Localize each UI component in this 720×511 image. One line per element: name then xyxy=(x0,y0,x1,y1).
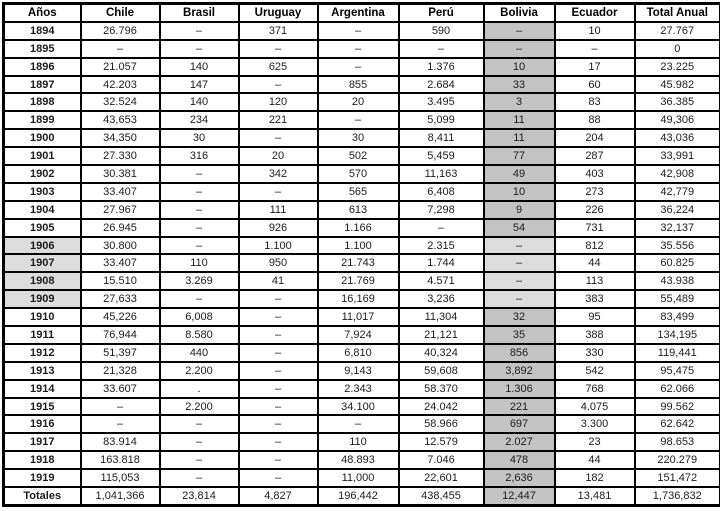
data-cell-per-: – xyxy=(399,219,484,237)
table-row xyxy=(4,183,720,201)
data-cell-brasil: 6,008 xyxy=(160,308,239,326)
data-cell-bolivia: 3,892 xyxy=(484,362,555,380)
data-cell-chile: 163.818 xyxy=(81,451,160,469)
data-cell-ecuador: 23 xyxy=(555,433,635,451)
data-cell-total-anual: 49,306 xyxy=(635,111,720,129)
data-cell-ecuador: 4.075 xyxy=(555,398,635,416)
year-cell: 1901 xyxy=(4,147,81,165)
data-cell-argentina: 11,017 xyxy=(318,308,399,326)
data-cell-chile: – xyxy=(81,415,160,433)
data-cell-chile: 21.057 xyxy=(81,58,160,76)
data-cell-argentina: 16,169 xyxy=(318,290,399,308)
data-cell-per-: 3,236 xyxy=(399,290,484,308)
year-cell: 1917 xyxy=(4,433,81,451)
year-cell: 1904 xyxy=(4,201,81,219)
data-cell-ecuador: 83 xyxy=(555,93,635,111)
table-header xyxy=(4,4,720,22)
data-cell-ecuador: 768 xyxy=(555,380,635,398)
data-cell-bolivia: – xyxy=(484,254,555,272)
data-cell-bolivia: 856 xyxy=(484,344,555,362)
data-cell-bolivia: 54 xyxy=(484,219,555,237)
data-cell-argentina: 7,924 xyxy=(318,326,399,344)
header-cell-brasil: Brasil xyxy=(160,4,239,22)
data-cell-chile: – xyxy=(81,398,160,416)
data-cell-bolivia: 11 xyxy=(484,111,555,129)
emigration-by-country-table xyxy=(2,2,720,507)
data-cell-chile: 43,653 xyxy=(81,111,160,129)
table-row xyxy=(4,451,720,469)
data-cell-uruguay: – xyxy=(239,380,318,398)
year-cell: 1910 xyxy=(4,308,81,326)
data-cell-argentina: 565 xyxy=(318,183,399,201)
data-cell-ecuador: 204 xyxy=(555,129,635,147)
data-cell-uruguay: 221 xyxy=(239,111,318,129)
year-cell: 1918 xyxy=(4,451,81,469)
data-cell-argentina: – xyxy=(318,111,399,129)
data-cell-per-: 11,304 xyxy=(399,308,484,326)
data-cell-chile: 30.800 xyxy=(81,237,160,255)
data-cell-chile: 27,633 xyxy=(81,290,160,308)
year-cell: 1898 xyxy=(4,93,81,111)
data-cell-total-anual: 43.938 xyxy=(635,272,720,290)
year-cell: 1913 xyxy=(4,362,81,380)
data-cell-brasil: – xyxy=(160,469,239,487)
data-cell-brasil: – xyxy=(160,201,239,219)
data-cell-total-anual: 32,137 xyxy=(635,219,720,237)
data-cell-brasil: – xyxy=(160,165,239,183)
data-cell-chile: 33.407 xyxy=(81,183,160,201)
data-cell-argentina: 2.343 xyxy=(318,380,399,398)
data-cell-ecuador: 542 xyxy=(555,362,635,380)
table-row xyxy=(4,22,720,40)
year-cell: 1908 xyxy=(4,272,81,290)
year-cell: 1899 xyxy=(4,111,81,129)
data-cell-argentina: – xyxy=(318,40,399,58)
data-cell-brasil: 8.580 xyxy=(160,326,239,344)
data-cell-chile: 27.330 xyxy=(81,147,160,165)
data-cell-uruguay: – xyxy=(239,326,318,344)
table-row xyxy=(4,433,720,451)
data-cell-bolivia: 49 xyxy=(484,165,555,183)
data-cell-argentina: 34.100 xyxy=(318,398,399,416)
data-cell-ecuador: 10 xyxy=(555,22,635,40)
table-row xyxy=(4,398,720,416)
data-cell-uruguay: – xyxy=(239,344,318,362)
table-row xyxy=(4,380,720,398)
data-cell-bolivia: 3 xyxy=(484,93,555,111)
table-row xyxy=(4,219,720,237)
data-cell-brasil: 316 xyxy=(160,147,239,165)
data-cell-per-: 24.042 xyxy=(399,398,484,416)
data-cell-uruguay: – xyxy=(239,129,318,147)
data-cell-total-anual: 36.385 xyxy=(635,93,720,111)
data-cell-uruguay: 1.100 xyxy=(239,237,318,255)
data-cell-ecuador: 113 xyxy=(555,272,635,290)
data-cell-per-: 7.046 xyxy=(399,451,484,469)
data-cell-uruguay: – xyxy=(239,451,318,469)
data-cell-uruguay: 4,827 xyxy=(239,487,318,505)
data-cell-ecuador: 388 xyxy=(555,326,635,344)
data-cell-total-anual: 60.825 xyxy=(635,254,720,272)
data-cell-per-: 5,099 xyxy=(399,111,484,129)
data-cell-per-: 438,455 xyxy=(399,487,484,505)
data-cell-per-: 2.315 xyxy=(399,237,484,255)
data-cell-per-: 40,324 xyxy=(399,344,484,362)
data-cell-bolivia: – xyxy=(484,272,555,290)
data-cell-argentina: 613 xyxy=(318,201,399,219)
data-cell-total-anual: 95,475 xyxy=(635,362,720,380)
data-cell-argentina: 1.100 xyxy=(318,237,399,255)
year-cell: 1915 xyxy=(4,398,81,416)
data-cell-uruguay: 625 xyxy=(239,58,318,76)
table-row xyxy=(4,308,720,326)
data-cell-total-anual: 62.642 xyxy=(635,415,720,433)
data-cell-uruguay: 20 xyxy=(239,147,318,165)
data-cell-brasil: – xyxy=(160,290,239,308)
table-row xyxy=(4,201,720,219)
table-row xyxy=(4,469,720,487)
data-cell-per-: 1.376 xyxy=(399,58,484,76)
header-cell-uruguay: Uruguay xyxy=(239,4,318,22)
data-cell-argentina: 110 xyxy=(318,433,399,451)
table-row xyxy=(4,237,720,255)
data-cell-bolivia: 2.027 xyxy=(484,433,555,451)
year-cell: 1902 xyxy=(4,165,81,183)
data-cell-ecuador: 17 xyxy=(555,58,635,76)
data-cell-per-: 58.370 xyxy=(399,380,484,398)
data-cell-per-: 22,601 xyxy=(399,469,484,487)
data-cell-uruguay: – xyxy=(239,469,318,487)
data-cell-brasil: 2.200 xyxy=(160,398,239,416)
data-cell-argentina: 21.769 xyxy=(318,272,399,290)
data-cell-brasil: – xyxy=(160,433,239,451)
data-cell-ecuador: 287 xyxy=(555,147,635,165)
data-cell-total-anual: 151,472 xyxy=(635,469,720,487)
data-cell-argentina: 196,442 xyxy=(318,487,399,505)
data-cell-uruguay: – xyxy=(239,183,318,201)
header-row xyxy=(4,4,720,22)
data-cell-chile: 42.203 xyxy=(81,76,160,94)
data-cell-per-: 4.571 xyxy=(399,272,484,290)
data-cell-chile: 32.524 xyxy=(81,93,160,111)
data-cell-chile: 1,041,366 xyxy=(81,487,160,505)
data-cell-brasil: – xyxy=(160,22,239,40)
data-cell-chile: 33.607 xyxy=(81,380,160,398)
table-row xyxy=(4,111,720,129)
data-cell-ecuador: 330 xyxy=(555,344,635,362)
year-cell: 1905 xyxy=(4,219,81,237)
data-cell-brasil: 440 xyxy=(160,344,239,362)
data-cell-total-anual: 99.562 xyxy=(635,398,720,416)
table-row xyxy=(4,290,720,308)
data-cell-bolivia: – xyxy=(484,22,555,40)
table-row xyxy=(4,415,720,433)
data-cell-chile: 26.945 xyxy=(81,219,160,237)
data-cell-brasil: 147 xyxy=(160,76,239,94)
data-cell-bolivia: 10 xyxy=(484,58,555,76)
data-cell-bolivia: – xyxy=(484,237,555,255)
data-cell-brasil: – xyxy=(160,451,239,469)
data-cell-total-anual: 43,036 xyxy=(635,129,720,147)
data-cell-brasil: 23,814 xyxy=(160,487,239,505)
data-cell-uruguay: – xyxy=(239,40,318,58)
data-cell-total-anual: 45.982 xyxy=(635,76,720,94)
data-cell-total-anual: 220.279 xyxy=(635,451,720,469)
data-cell-bolivia: 12,447 xyxy=(484,487,555,505)
data-cell-total-anual: 55,489 xyxy=(635,290,720,308)
year-cell: 1912 xyxy=(4,344,81,362)
data-cell-chile: 83.914 xyxy=(81,433,160,451)
data-cell-bolivia: 32 xyxy=(484,308,555,326)
data-cell-uruguay: – xyxy=(239,362,318,380)
data-cell-uruguay: 342 xyxy=(239,165,318,183)
header-cell-argentina: Argentina xyxy=(318,4,399,22)
data-cell-ecuador: – xyxy=(555,40,635,58)
year-cell: 1907 xyxy=(4,254,81,272)
data-cell-ecuador: 60 xyxy=(555,76,635,94)
year-cell: 1894 xyxy=(4,22,81,40)
data-cell-brasil: – xyxy=(160,237,239,255)
data-cell-argentina: 21.743 xyxy=(318,254,399,272)
data-cell-ecuador: 88 xyxy=(555,111,635,129)
table-row xyxy=(4,76,720,94)
data-cell-per-: 11,163 xyxy=(399,165,484,183)
data-cell-brasil: – xyxy=(160,415,239,433)
header-cell-chile: Chile xyxy=(81,4,160,22)
year-cell: 1919 xyxy=(4,469,81,487)
table-row xyxy=(4,129,720,147)
data-cell-total-anual: 35.556 xyxy=(635,237,720,255)
data-cell-uruguay: – xyxy=(239,433,318,451)
data-cell-uruguay: – xyxy=(239,398,318,416)
data-cell-per-: 59,608 xyxy=(399,362,484,380)
data-cell-argentina: 48.893 xyxy=(318,451,399,469)
data-cell-bolivia: – xyxy=(484,290,555,308)
data-cell-ecuador: 273 xyxy=(555,183,635,201)
data-cell-chile: 51,397 xyxy=(81,344,160,362)
data-cell-bolivia: 221 xyxy=(484,398,555,416)
data-cell-ecuador: 812 xyxy=(555,237,635,255)
data-cell-bolivia: 10 xyxy=(484,183,555,201)
data-cell-total-anual: 36,224 xyxy=(635,201,720,219)
data-cell-per-: 1.744 xyxy=(399,254,484,272)
data-cell-total-anual: 27.767 xyxy=(635,22,720,40)
data-cell-argentina: 6,810 xyxy=(318,344,399,362)
data-cell-chile: 21,328 xyxy=(81,362,160,380)
data-cell-brasil: 110 xyxy=(160,254,239,272)
data-cell-brasil: – xyxy=(160,219,239,237)
data-cell-uruguay: 111 xyxy=(239,201,318,219)
year-cell: 1900 xyxy=(4,129,81,147)
data-cell-total-anual: 62.066 xyxy=(635,380,720,398)
data-cell-total-anual: 42,779 xyxy=(635,183,720,201)
data-cell-per-: 3.495 xyxy=(399,93,484,111)
data-cell-bolivia: 1.306 xyxy=(484,380,555,398)
header-cell-total-anual: Total Anual xyxy=(635,4,720,22)
year-cell: 1916 xyxy=(4,415,81,433)
data-cell-chile: 33.407 xyxy=(81,254,160,272)
data-cell-chile: 15.510 xyxy=(81,272,160,290)
data-cell-ecuador: 3.300 xyxy=(555,415,635,433)
data-cell-uruguay: – xyxy=(239,415,318,433)
data-cell-per-: 58.966 xyxy=(399,415,484,433)
data-cell-per-: 6,408 xyxy=(399,183,484,201)
year-cell: 1896 xyxy=(4,58,81,76)
data-cell-brasil: 140 xyxy=(160,58,239,76)
data-cell-per-: – xyxy=(399,40,484,58)
data-cell-uruguay: 926 xyxy=(239,219,318,237)
table-row xyxy=(4,272,720,290)
year-cell: 1911 xyxy=(4,326,81,344)
data-cell-total-anual: 98.653 xyxy=(635,433,720,451)
data-cell-bolivia: 77 xyxy=(484,147,555,165)
data-cell-bolivia: 2,636 xyxy=(484,469,555,487)
data-cell-total-anual: 1,736,832 xyxy=(635,487,720,505)
table-row xyxy=(4,93,720,111)
data-cell-argentina: 11,000 xyxy=(318,469,399,487)
year-cell: 1906 xyxy=(4,237,81,255)
data-cell-bolivia: 9 xyxy=(484,201,555,219)
table-row xyxy=(4,165,720,183)
data-cell-per-: 590 xyxy=(399,22,484,40)
data-cell-uruguay: 371 xyxy=(239,22,318,40)
year-cell: 1895 xyxy=(4,40,81,58)
data-cell-bolivia: 697 xyxy=(484,415,555,433)
data-cell-chile: 34,350 xyxy=(81,129,160,147)
data-cell-ecuador: 226 xyxy=(555,201,635,219)
data-cell-uruguay: – xyxy=(239,76,318,94)
data-cell-chile: 115,053 xyxy=(81,469,160,487)
data-cell-ecuador: 95 xyxy=(555,308,635,326)
data-cell-argentina: 502 xyxy=(318,147,399,165)
data-cell-argentina: 1.166 xyxy=(318,219,399,237)
table-row xyxy=(4,40,720,58)
data-cell-uruguay: – xyxy=(239,290,318,308)
data-cell-argentina: 570 xyxy=(318,165,399,183)
header-cell-ecuador: Ecuador xyxy=(555,4,635,22)
table-row xyxy=(4,254,720,272)
data-cell-brasil: 2.200 xyxy=(160,362,239,380)
data-cell-per-: 21,121 xyxy=(399,326,484,344)
data-cell-argentina: – xyxy=(318,415,399,433)
data-cell-total-anual: 42,908 xyxy=(635,165,720,183)
data-cell-brasil: 30 xyxy=(160,129,239,147)
data-cell-chile: 27.967 xyxy=(81,201,160,219)
data-cell-chile: 30.381 xyxy=(81,165,160,183)
year-cell: 1914 xyxy=(4,380,81,398)
data-cell-brasil: 3.269 xyxy=(160,272,239,290)
data-cell-ecuador: 182 xyxy=(555,469,635,487)
header-cell-a-os: Años xyxy=(4,4,81,22)
data-cell-bolivia: 11 xyxy=(484,129,555,147)
data-cell-brasil: – xyxy=(160,183,239,201)
data-cell-bolivia: – xyxy=(484,40,555,58)
data-cell-argentina: 30 xyxy=(318,129,399,147)
data-cell-brasil: 234 xyxy=(160,111,239,129)
data-cell-argentina: 9,143 xyxy=(318,362,399,380)
table-row xyxy=(4,344,720,362)
data-cell-argentina: 855 xyxy=(318,76,399,94)
table-row xyxy=(4,147,720,165)
data-cell-ecuador: 13,481 xyxy=(555,487,635,505)
data-cell-argentina: 20 xyxy=(318,93,399,111)
data-cell-uruguay: – xyxy=(239,308,318,326)
data-cell-uruguay: 950 xyxy=(239,254,318,272)
header-cell-bolivia: Bolivia xyxy=(484,4,555,22)
data-cell-bolivia: 33 xyxy=(484,76,555,94)
totals-label-cell: Totales xyxy=(4,487,81,505)
year-cell: 1903 xyxy=(4,183,81,201)
data-cell-brasil: . xyxy=(160,380,239,398)
table-row xyxy=(4,362,720,380)
table-row xyxy=(4,58,720,76)
data-cell-per-: 12.579 xyxy=(399,433,484,451)
data-cell-chile: 76,944 xyxy=(81,326,160,344)
data-cell-per-: 5,459 xyxy=(399,147,484,165)
data-cell-chile: 26.796 xyxy=(81,22,160,40)
data-cell-uruguay: 120 xyxy=(239,93,318,111)
data-cell-ecuador: 403 xyxy=(555,165,635,183)
data-cell-total-anual: 119,441 xyxy=(635,344,720,362)
data-cell-bolivia: 35 xyxy=(484,326,555,344)
data-cell-total-anual: 0 xyxy=(635,40,720,58)
data-cell-ecuador: 383 xyxy=(555,290,635,308)
data-cell-total-anual: 33,991 xyxy=(635,147,720,165)
data-cell-per-: 8,411 xyxy=(399,129,484,147)
data-cell-per-: 7,298 xyxy=(399,201,484,219)
data-cell-chile: 45,226 xyxy=(81,308,160,326)
data-cell-total-anual: 83,499 xyxy=(635,308,720,326)
data-cell-bolivia: 478 xyxy=(484,451,555,469)
table-row xyxy=(4,326,720,344)
data-cell-ecuador: 44 xyxy=(555,254,635,272)
data-cell-total-anual: 134,195 xyxy=(635,326,720,344)
data-cell-uruguay: 41 xyxy=(239,272,318,290)
data-cell-brasil: – xyxy=(160,40,239,58)
year-cell: 1897 xyxy=(4,76,81,94)
data-cell-total-anual: 23.225 xyxy=(635,58,720,76)
data-cell-per-: 2.684 xyxy=(399,76,484,94)
data-cell-brasil: 140 xyxy=(160,93,239,111)
data-cell-chile: – xyxy=(81,40,160,58)
data-cell-ecuador: 731 xyxy=(555,219,635,237)
table-body xyxy=(4,22,720,506)
header-cell-per-: Perú xyxy=(399,4,484,22)
data-cell-argentina: – xyxy=(318,22,399,40)
totals-row xyxy=(4,487,720,505)
data-cell-argentina: – xyxy=(318,58,399,76)
data-cell-ecuador: 44 xyxy=(555,451,635,469)
year-cell: 1909 xyxy=(4,290,81,308)
